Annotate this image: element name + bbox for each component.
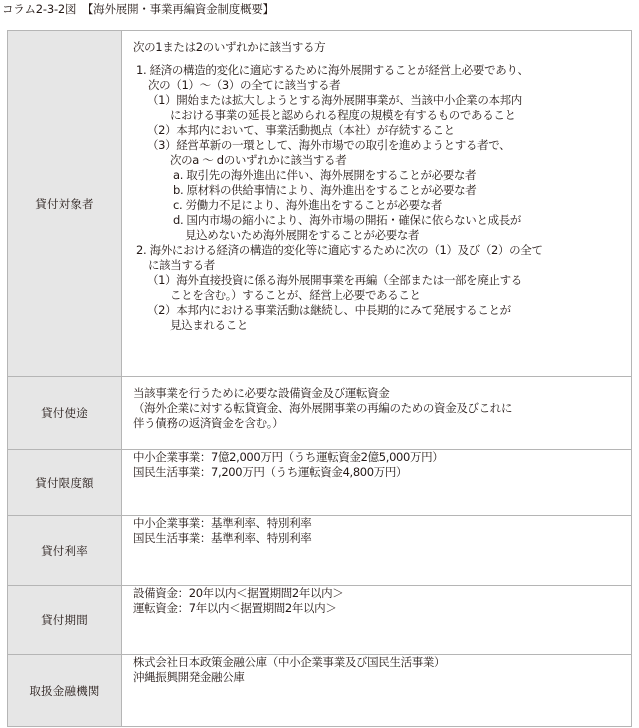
text-line: 見込まれること bbox=[170, 318, 249, 332]
table-row bbox=[8, 586, 632, 655]
text-line: 株式会社日本政策金融公庫（中小企業事業及び国民生活事業） bbox=[133, 655, 446, 669]
text-line: （海外企業に対する転貸資金、海外展開事業の再編のための資金及びこれに bbox=[133, 401, 513, 415]
text-line: 国民生活事業：7,200万円（うち運転資金4,800万円） bbox=[133, 465, 408, 479]
row-label-institution: 取扱金融機関 bbox=[8, 655, 122, 727]
text-line: a. 取引先の海外進出に伴い、海外展開をすることが必要な者 bbox=[173, 168, 477, 182]
table-row bbox=[8, 31, 632, 377]
text-line: における事業の延長と認められる程度の規模を有するものであること bbox=[170, 108, 516, 122]
table-row bbox=[8, 516, 632, 586]
text-line: に該当する者 bbox=[148, 258, 215, 272]
table-row bbox=[8, 450, 632, 516]
table-row bbox=[8, 377, 632, 450]
text-line: 国民生活事業：基準利率、特別利率 bbox=[133, 531, 312, 545]
row-label-limit: 貸付限度額 bbox=[8, 450, 122, 516]
text-line: 伴う債務の返済資金を含む。） bbox=[133, 416, 284, 430]
row-value-borrower bbox=[122, 31, 632, 377]
text-line: 次の1または2のいずれかに該当する方 bbox=[133, 40, 326, 54]
text-line: 次のa ～ dのいずれかに該当する者 bbox=[170, 153, 347, 167]
text-line: 2. 海外における経済の構造的変化等に適応するために次の（1）及び（2）の全て bbox=[136, 243, 543, 257]
text-line: 設備資金：20年以内＜据置期間2年以内＞ bbox=[133, 586, 344, 600]
text-line: c. 労働力不足により、海外進出をすることが必要な者 bbox=[173, 198, 443, 212]
text-line: 1. 経済の構造的変化に適応するために海外展開することが経営上必要であり、 bbox=[136, 63, 529, 77]
text-line: b. 原材料の供給事情により、海外進出をすることが必要な者 bbox=[173, 183, 477, 197]
text-line: 沖縄振興開発金融公庫 bbox=[133, 670, 245, 684]
text-line: 中小企業事業：7億2,000万円（うち運転資金2億5,000万円） bbox=[133, 450, 444, 464]
text-line: （1）開始または拡大しようとする海外展開事業が、当該中小企業の本邦内 bbox=[147, 93, 522, 107]
row-value-rate bbox=[122, 516, 632, 586]
row-value-usage bbox=[122, 377, 632, 450]
row-label-term: 貸付期間 bbox=[8, 586, 122, 655]
row-label-borrower: 貸付対象者 bbox=[8, 31, 122, 377]
table-row bbox=[8, 655, 632, 727]
text-line: 当該事業を行うために必要な設備資金及び運転資金 bbox=[133, 386, 390, 400]
row-value-limit bbox=[122, 450, 632, 516]
row-value-institution bbox=[122, 655, 632, 727]
text-line: （3）経営革新の一環として、海外市場での取引を進めようとする者で、 bbox=[147, 138, 511, 152]
loan-program-table bbox=[7, 30, 632, 727]
row-label-usage: 貸付使途 bbox=[8, 377, 122, 450]
text-line: 中小企業事業：基準利率、特別利率 bbox=[133, 516, 312, 530]
text-line: 運転資金：7年以内＜据置期間2年以内＞ bbox=[133, 601, 337, 615]
text-line: 見込めないため海外展開をすることが必要な者 bbox=[185, 228, 420, 242]
text-line: （2）本邦内における事業活動は継続し、中長期的にみて発展することが bbox=[147, 303, 511, 317]
row-label-rate: 貸付利率 bbox=[8, 516, 122, 586]
text-line: （2）本邦内において、事業活動拠点（本社）が存続すること bbox=[147, 123, 455, 137]
row-value-term bbox=[122, 586, 632, 655]
text-line: d. 国内市場の縮小により、海外市場の開拓・確保に依らないと成長が bbox=[173, 213, 522, 227]
text-line: 次の（1）～（3）の全てに該当する者 bbox=[148, 78, 341, 92]
text-line: ことを含む。）することが、経営上必要であること bbox=[170, 288, 421, 302]
page-title: コラム2-3-2図 【海外展開・事業再編資金制度概要】 bbox=[2, 2, 274, 16]
text-line: （1）海外直接投資に係る海外展開事業を再編（全部または一部を廃止する bbox=[147, 273, 522, 287]
